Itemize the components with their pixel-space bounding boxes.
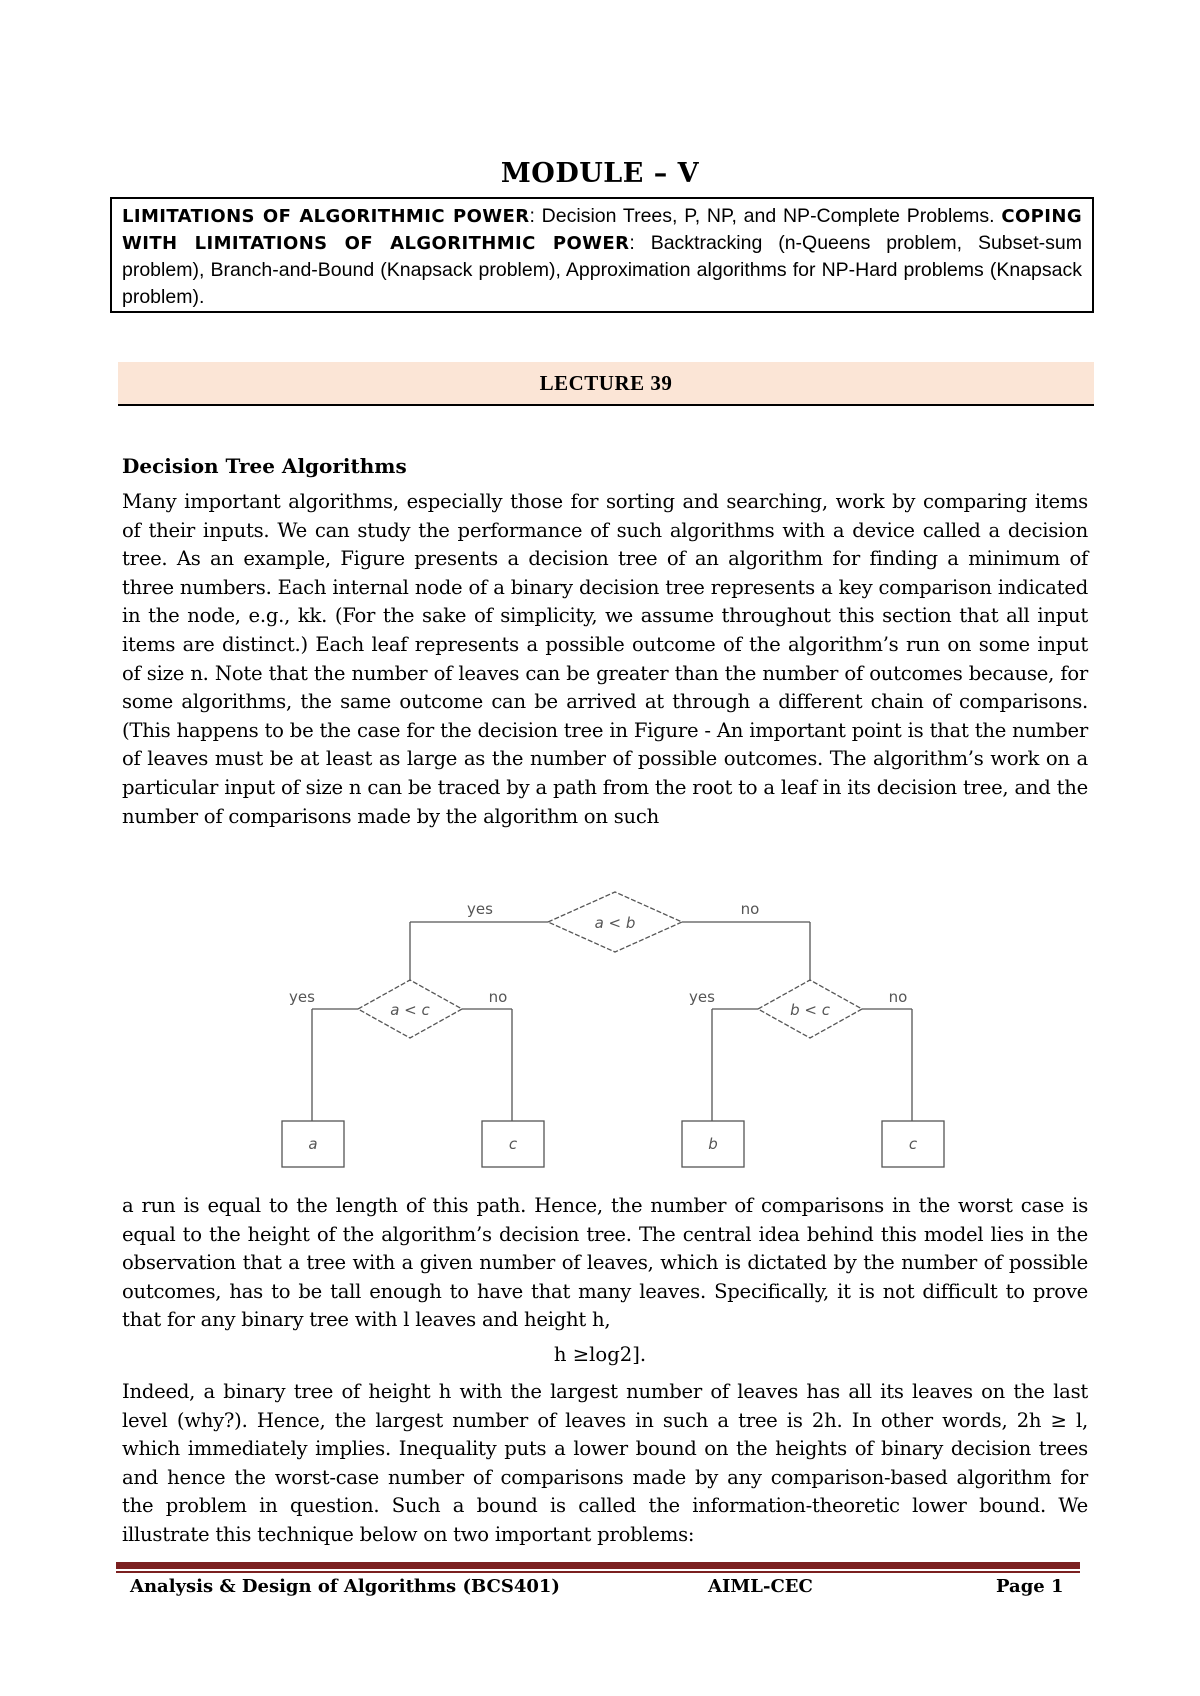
syllabus-text-limitations: : Decision Trees, P, NP, and NP-Complete Problems.	[529, 205, 1002, 227]
lecture-bar: LECTURE 39	[118, 362, 1094, 406]
syllabus-heading-limitations: LIMITATIONS OF ALGORITHMIC POWER	[122, 206, 530, 227]
footer-rule-thick	[116, 1562, 1080, 1569]
right-no-label: no	[888, 988, 908, 1006]
lower-bound-formula: h ≥log2].	[553, 1343, 647, 1366]
root-node-label: a < b	[594, 914, 636, 932]
footer-rule-thin	[116, 1571, 1080, 1573]
syllabus-box	[110, 197, 1094, 313]
left-node-label: a < c	[390, 1001, 430, 1019]
right-node-label: b < c	[790, 1001, 830, 1019]
leaf-b-label: b	[708, 1135, 718, 1153]
footer-department: AIML-CEC	[708, 1576, 813, 1597]
decision-tree-diagram	[270, 880, 950, 1180]
footer-course: Analysis & Design of Algorithms (BCS401)	[130, 1576, 560, 1597]
module-title: MODULE – V	[500, 158, 700, 189]
body-paragraph-1: Many important algorithms, especially those for sorting and searching, work by comparing items of their inputs. We can study the performance of such algorithms with a device called a decision tree. As an example, Figure presents a decision tree of an algorithm for finding a minimum of three numbers. Each internal node of a binary decision tree represents a key comparison indicated in the node, e.g., kk. (For the sake of simplicity, we assume throughout this section that all input items are distinct.) Each leaf represents a possible outcome of the algorithm’s run on some input of size n. Note that the number of leaves can be greater than the number of outcomes because, for some algorithms, the same outcome can be arrived at through a different chain of comparisons. (This happens to be the case for the decision tree in Figure - An important point is that the number of leaves must be at least as large as the number of possible outcomes. The algorithm’s work on a particular input of size n can be traced by a path from the root to a leaf in its decision tree, and the number of comparisons made by the algorithm on such	[122, 490, 1088, 828]
left-yes-label: yes	[289, 988, 315, 1006]
syllabus-heading-coping: COPING WITH LIMITATIONS OF ALGORITHMIC POWER	[122, 206, 1082, 254]
root-no-label: no	[740, 900, 760, 918]
footer-page-number: Page 1	[996, 1576, 1064, 1597]
body-paragraph-2: a run is equal to the length of this path. Hence, the number of comparisons in the worst case is equal to the height of the algorithm’s decision tree. The central idea behind this model lies in the observation that a tree with a given number of leaves, which is dictated by the number of possible outcomes, has to be tall enough to have that many leaves. Specifically, it is not difficult to prove that for any binary tree with l leaves and height h,	[122, 1194, 1088, 1332]
leaf-c-right-label: c	[908, 1135, 918, 1153]
syllabus-text-coping: : Backtracking (n-Queens problem, Subset-sum problem), Branch-and-Bound (Knapsack problem), Approximation algorithms for NP-Hard problems (Knapsack problem).	[122, 232, 1082, 308]
body-paragraph-3: Indeed, a binary tree of height h with the largest number of leaves has all its leaves on the last level (why?). Hence, the largest number of leaves in such a tree is 2h. In other words, 2h ≥ l, which immediately implies. Inequality puts a lower bound on the heights of binary decision trees and hence the worst-case number of comparisons made by any comparison-based algorithm for the problem in question. Such a bound is called the information-theoretic lower bound. We illustrate this technique below on two important problems:	[122, 1380, 1088, 1546]
leaf-c-left-label: c	[508, 1135, 518, 1153]
left-no-label: no	[488, 988, 508, 1006]
right-yes-label: yes	[689, 988, 715, 1006]
leaf-a-label: a	[308, 1135, 318, 1153]
section-heading: Decision Tree Algorithms	[122, 454, 407, 478]
root-yes-label: yes	[467, 900, 493, 918]
